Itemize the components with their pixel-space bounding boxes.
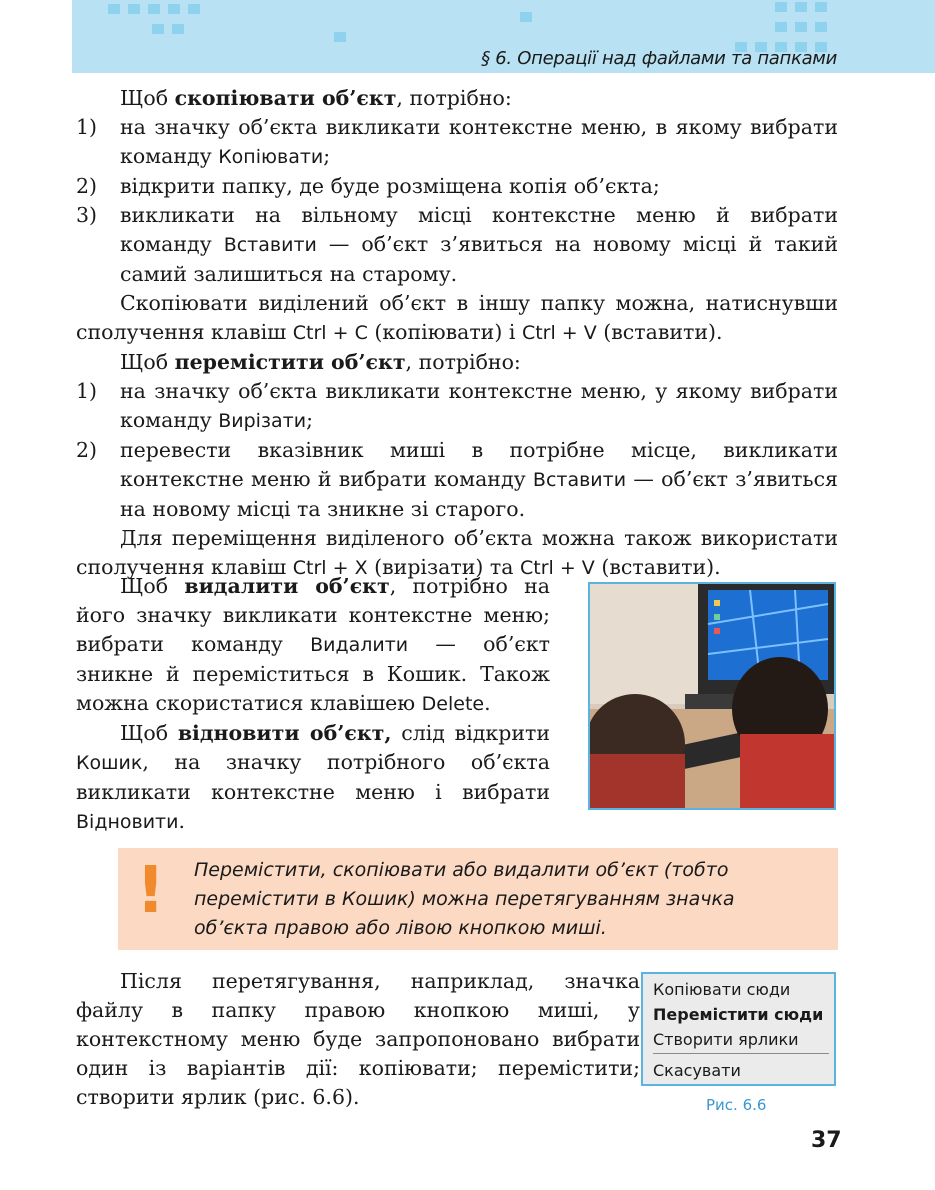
menu-separator bbox=[653, 1053, 829, 1054]
decor-square bbox=[775, 2, 787, 12]
text-block-copy-move bbox=[76, 84, 838, 583]
list-item: 3) викликати на вільному місці контекстне меню й вибрати команду Вставити — об’єкт з’явиться на новому місці й такий самий залишиться на старому. bbox=[76, 203, 839, 286]
decor-square bbox=[795, 22, 807, 32]
copy-shortcut: Скопіювати виділений об’єкт в іншу папку можна, натиснувши сполучення клавіш Ctrl + C (копіювати) і Ctrl + V (вставити). bbox=[76, 291, 838, 344]
decor-square bbox=[188, 4, 200, 14]
section-title: § 6. Операції над файлами та папками bbox=[481, 48, 837, 69]
decor-square bbox=[520, 12, 532, 22]
decor-square bbox=[815, 2, 827, 12]
delete-paragraph: Щоб видалити об’єкт, потрібно на його значку викликати контекстне меню; вибрати команду Видалити — об’єкт зникне й переміститься в Кошик. Також можна скористатися клавішею Delete. bbox=[76, 574, 551, 715]
decor-square bbox=[152, 24, 164, 34]
decor-square bbox=[775, 22, 787, 32]
drag-paragraph: Після перетягування, наприклад, значка файлу в папку правою кнопкою миші, у контекстному меню буде запропоновано вибрати один із варіантів дії: копіювати; перемістити; створити ярлик (рис. 6.6). bbox=[76, 969, 640, 1109]
list-item: 2) перевести вказівник миші в потрібне місце, викликати контекстне меню й вибрати команду Вставити — об’єкт з’явиться на новому місці та зникне зі старого. bbox=[76, 438, 838, 521]
list-item: 1) на значку об’єкта викликати контекстне меню, у якому вибрати команду Вирізати; bbox=[76, 379, 838, 432]
menu-item-move-here[interactable]: Перемістити сюди bbox=[653, 1005, 824, 1024]
restore-paragraph: Щоб відновити об’єкт, слід відкрити Кошик, на значку потрібного об’єкта викликати контекстне меню і вибрати Відновити. bbox=[76, 721, 550, 833]
note-box bbox=[118, 848, 838, 950]
move-shortcut: Для переміщення виділеного об’єкта можна також використати сполучення клавіш Ctrl + X (вирізати) та Ctrl + V (вставити). bbox=[76, 526, 838, 579]
figure-caption: Рис. 6.6 bbox=[706, 1096, 767, 1114]
context-menu bbox=[641, 972, 836, 1086]
decor-square bbox=[172, 24, 184, 34]
text-block-drag bbox=[76, 967, 640, 1112]
decor-square bbox=[334, 32, 346, 42]
copy-intro: Щоб скопіювати об’єкт, потрібно: bbox=[120, 86, 512, 110]
decor-square bbox=[128, 4, 140, 14]
note-text: Перемістити, скопіювати або видалити об’єкт (тобто перемістити в Кошик) можна перетягуванням значка об’єкта правою або лівою кнопкою миші. bbox=[194, 859, 735, 939]
list-item: 2) відкрити папку, де буде розміщена копія об’єкта; bbox=[76, 174, 660, 198]
list-item: 1) на значку об’єкта викликати контекстне меню, в якому вибрати команду Копіювати; bbox=[76, 115, 838, 168]
exclamation-icon: ! bbox=[136, 854, 166, 928]
menu-item-create-shortcuts[interactable]: Створити ярлики bbox=[653, 1030, 799, 1049]
children-at-computer-photo bbox=[588, 582, 836, 810]
text-block-delete-restore bbox=[76, 572, 550, 837]
decor-square bbox=[795, 2, 807, 12]
menu-item-cancel[interactable]: Скасувати bbox=[653, 1061, 741, 1080]
menu-item-copy-here[interactable]: Копіювати сюди bbox=[653, 980, 791, 999]
decor-square bbox=[168, 4, 180, 14]
decor-square bbox=[148, 4, 160, 14]
page-number: 37 bbox=[811, 1128, 842, 1153]
decor-square bbox=[108, 4, 120, 14]
decor-square bbox=[815, 22, 827, 32]
move-intro: Щоб перемістити об’єкт, потрібно: bbox=[120, 350, 521, 374]
